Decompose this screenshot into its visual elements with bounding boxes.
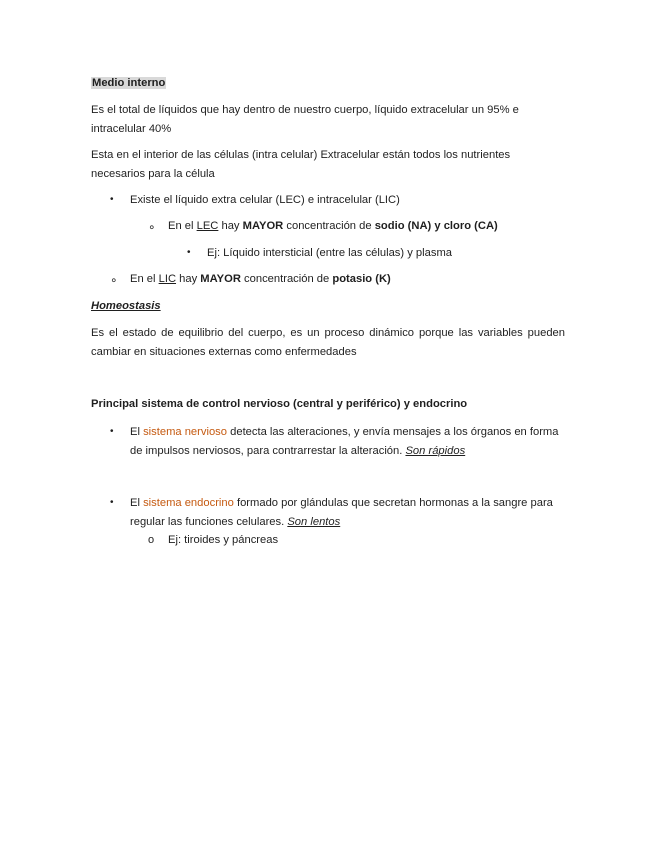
bullet-circle-icon: ∘ <box>110 273 118 287</box>
text-fragment: detecta las alteraciones, y envía mensajes a los órganos en forma de impulsos nerviosos, para contrarrestar la alteración. <box>130 426 559 457</box>
list-item-endocrino <box>130 494 566 531</box>
text-fragment: hay <box>176 273 201 285</box>
text-fragment: El <box>130 497 144 509</box>
list-item-nervioso <box>130 423 566 460</box>
note-son-lentos: Son lentos <box>287 515 341 528</box>
text-fragment: El <box>130 426 144 438</box>
strong-sodio-cloro: sodio (NA) y cloro (CA) <box>374 220 498 232</box>
text-fragment: En el <box>168 220 197 232</box>
text-fragment: formado por glándulas que secretan hormonas a la sangre para regular las funciones celulares. <box>130 497 553 528</box>
strong-mayor: MAYOR <box>242 220 284 232</box>
bullet-disc-icon: • <box>187 247 191 258</box>
paragraph-intro: Es el total de líquidos que hay dentro de nuestro cuerpo, líquido extracelular un 95% e intracelular 40% <box>91 104 519 135</box>
list-subitem-example: Ej: tiroides y páncreas <box>168 534 279 546</box>
abbr-lic: LIC <box>158 273 177 285</box>
strong-mayor: MAYOR <box>200 273 241 285</box>
list-subsubitem: Ej: Líquido intersticial (entre las células) y plasma <box>207 247 452 259</box>
list-subitem-lic <box>130 270 391 289</box>
bullet-disc-icon: • <box>110 194 114 205</box>
paragraph-homeostasis: Es el estado de equilibrio del cuerpo, es un proceso dinámico porque las variables pueden cambiar en situaciones externas como enfermedades <box>91 327 565 358</box>
text-fragment: En el <box>130 273 159 285</box>
term-sistema-nervioso: sistema nervioso <box>143 426 228 438</box>
bullet-disc-icon: • <box>110 426 114 437</box>
highlighted-title: Medio interno <box>92 77 166 89</box>
bullet-circle-icon: o <box>148 534 155 546</box>
term-sistema-endocrino: sistema endocrino <box>143 497 234 509</box>
bullet-disc-icon: • <box>110 497 114 508</box>
subheading-homeostasis <box>91 297 161 316</box>
homeostasis-heading-text: Homeostasis <box>91 300 161 312</box>
paragraph-cells: Esta en el interior de las células (intra celular) Extracelular están todos los nutrientes necesarios para la célula <box>91 149 511 180</box>
note-son-rapidos: Son rápidos <box>405 444 466 457</box>
text-fragment: concentración de <box>240 273 333 285</box>
list-item: Existe el líquido extra celular (LEC) e intracelular (LIC) <box>130 194 400 206</box>
bullet-circle-icon: ∘ <box>148 220 156 234</box>
list-subitem-lec <box>168 217 498 236</box>
text-fragment: concentración de <box>283 220 375 232</box>
section-title <box>91 74 166 93</box>
strong-potasio: potasio (K) <box>332 273 391 285</box>
abbr-lec: LEC <box>196 220 219 232</box>
heading-control-systems: Principal sistema de control nervioso (central y periférico) y endocrino <box>91 398 468 410</box>
text-fragment: hay <box>218 220 243 232</box>
